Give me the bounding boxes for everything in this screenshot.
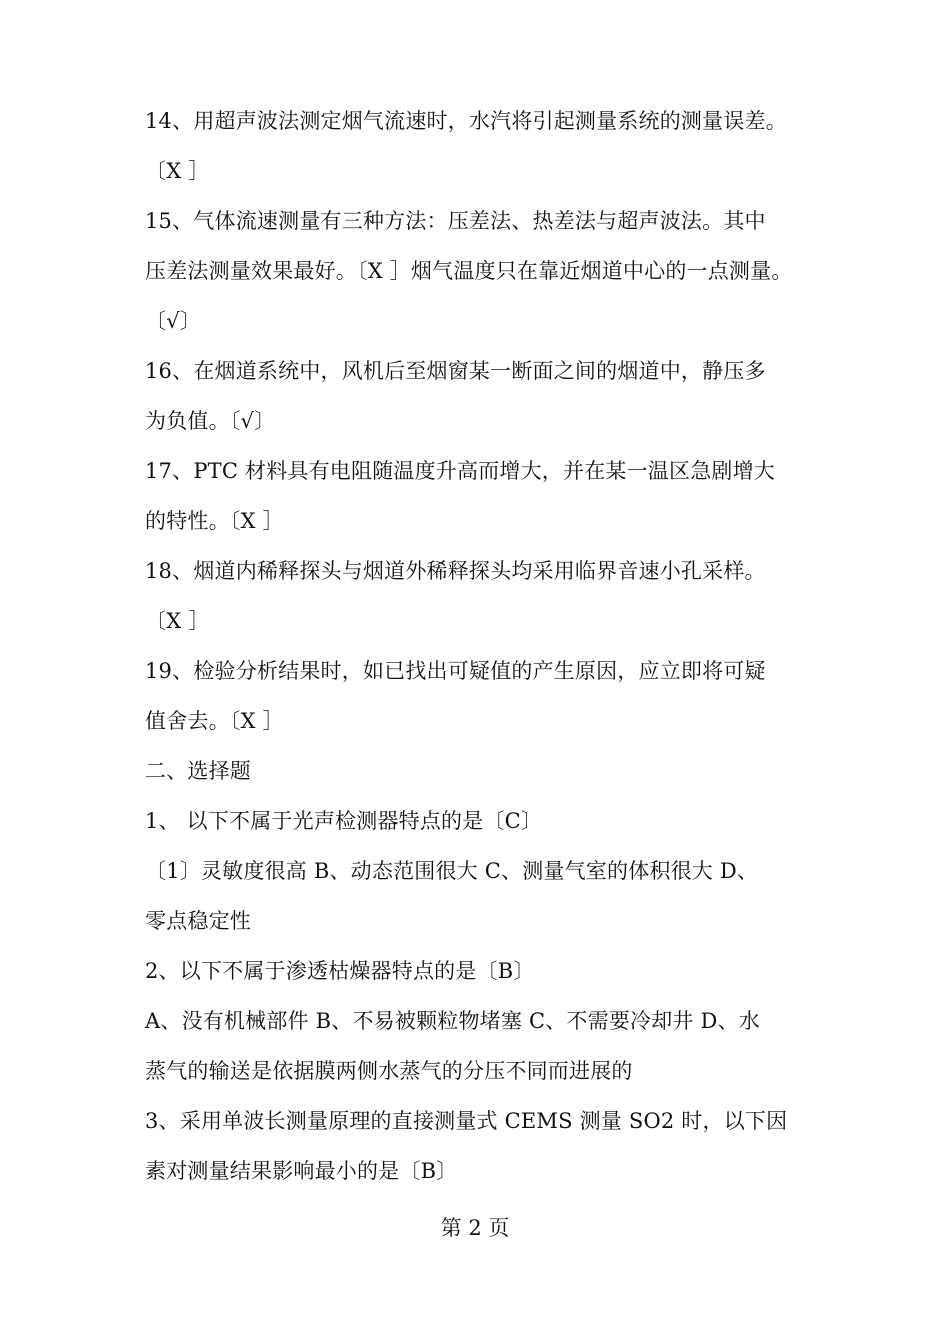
text-line: 18、烟道内稀释探头与烟道外稀释探头均采用临界音速小孔采样。 [145, 559, 766, 583]
text-line: 2、以下不属于渗透枯燥器特点的是〔B〕 [145, 959, 535, 983]
text-line: 素对测量结果影响最小的是〔B〕 [145, 1159, 458, 1183]
text-line: 压差法测量效果最好。〔X ］烟气温度只在靠近烟道中心的一点测量。 [145, 259, 793, 283]
text-line: 3、采用单波长测量原理的直接测量式 CEMS 测量 SO2 时，以下因 [145, 1109, 788, 1133]
text-line: 〔1〕灵敏度很高 B、动态范围很大 C、测量气室的体积很大 D、 [145, 859, 759, 883]
section-heading: 二、选择题 [145, 759, 251, 783]
text-line: 17、PTC 材料具有电阻随温度升高而增大，并在某一温区急剧增大 [145, 459, 775, 483]
text-line: 〔√〕 [145, 309, 201, 333]
text-line: 〔X ］ [145, 159, 210, 183]
document-body [145, 96, 825, 1196]
text-line: 1、 以下不属于光声检测器特点的是〔C〕 [145, 809, 543, 833]
text-line: 〔X ］ [145, 609, 210, 633]
text-line: 为负值。〔√〕 [145, 409, 276, 433]
text-line: 零点稳定性 [145, 909, 251, 933]
text-line: 的特性。〔X ］ [145, 509, 284, 533]
text-line: 蒸气的输送是依据膜两侧水蒸气的分压不同而进展的 [145, 1059, 633, 1083]
text-line: 16、在烟道系统中，风机后至烟窗某一断面之间的烟道中，静压多 [145, 359, 766, 383]
text-line: A、没有机械部件 B、不易被颗粒物堵塞 C、不需要冷却井 D、水 [145, 1009, 760, 1033]
text-line: 值舍去。〔X ］ [145, 709, 284, 733]
page-number: 第 2 页 [440, 1216, 510, 1240]
text-line: 15、气体流速测量有三种方法：压差法、热差法与超声波法。其中 [145, 209, 766, 233]
text-line: 19、检验分析结果时，如已找出可疑值的产生原因，应立即将可疑 [145, 659, 766, 683]
text-line: 14、用超声波法测定烟气流速时，水汽将引起测量系统的测量误差。 [145, 109, 787, 133]
